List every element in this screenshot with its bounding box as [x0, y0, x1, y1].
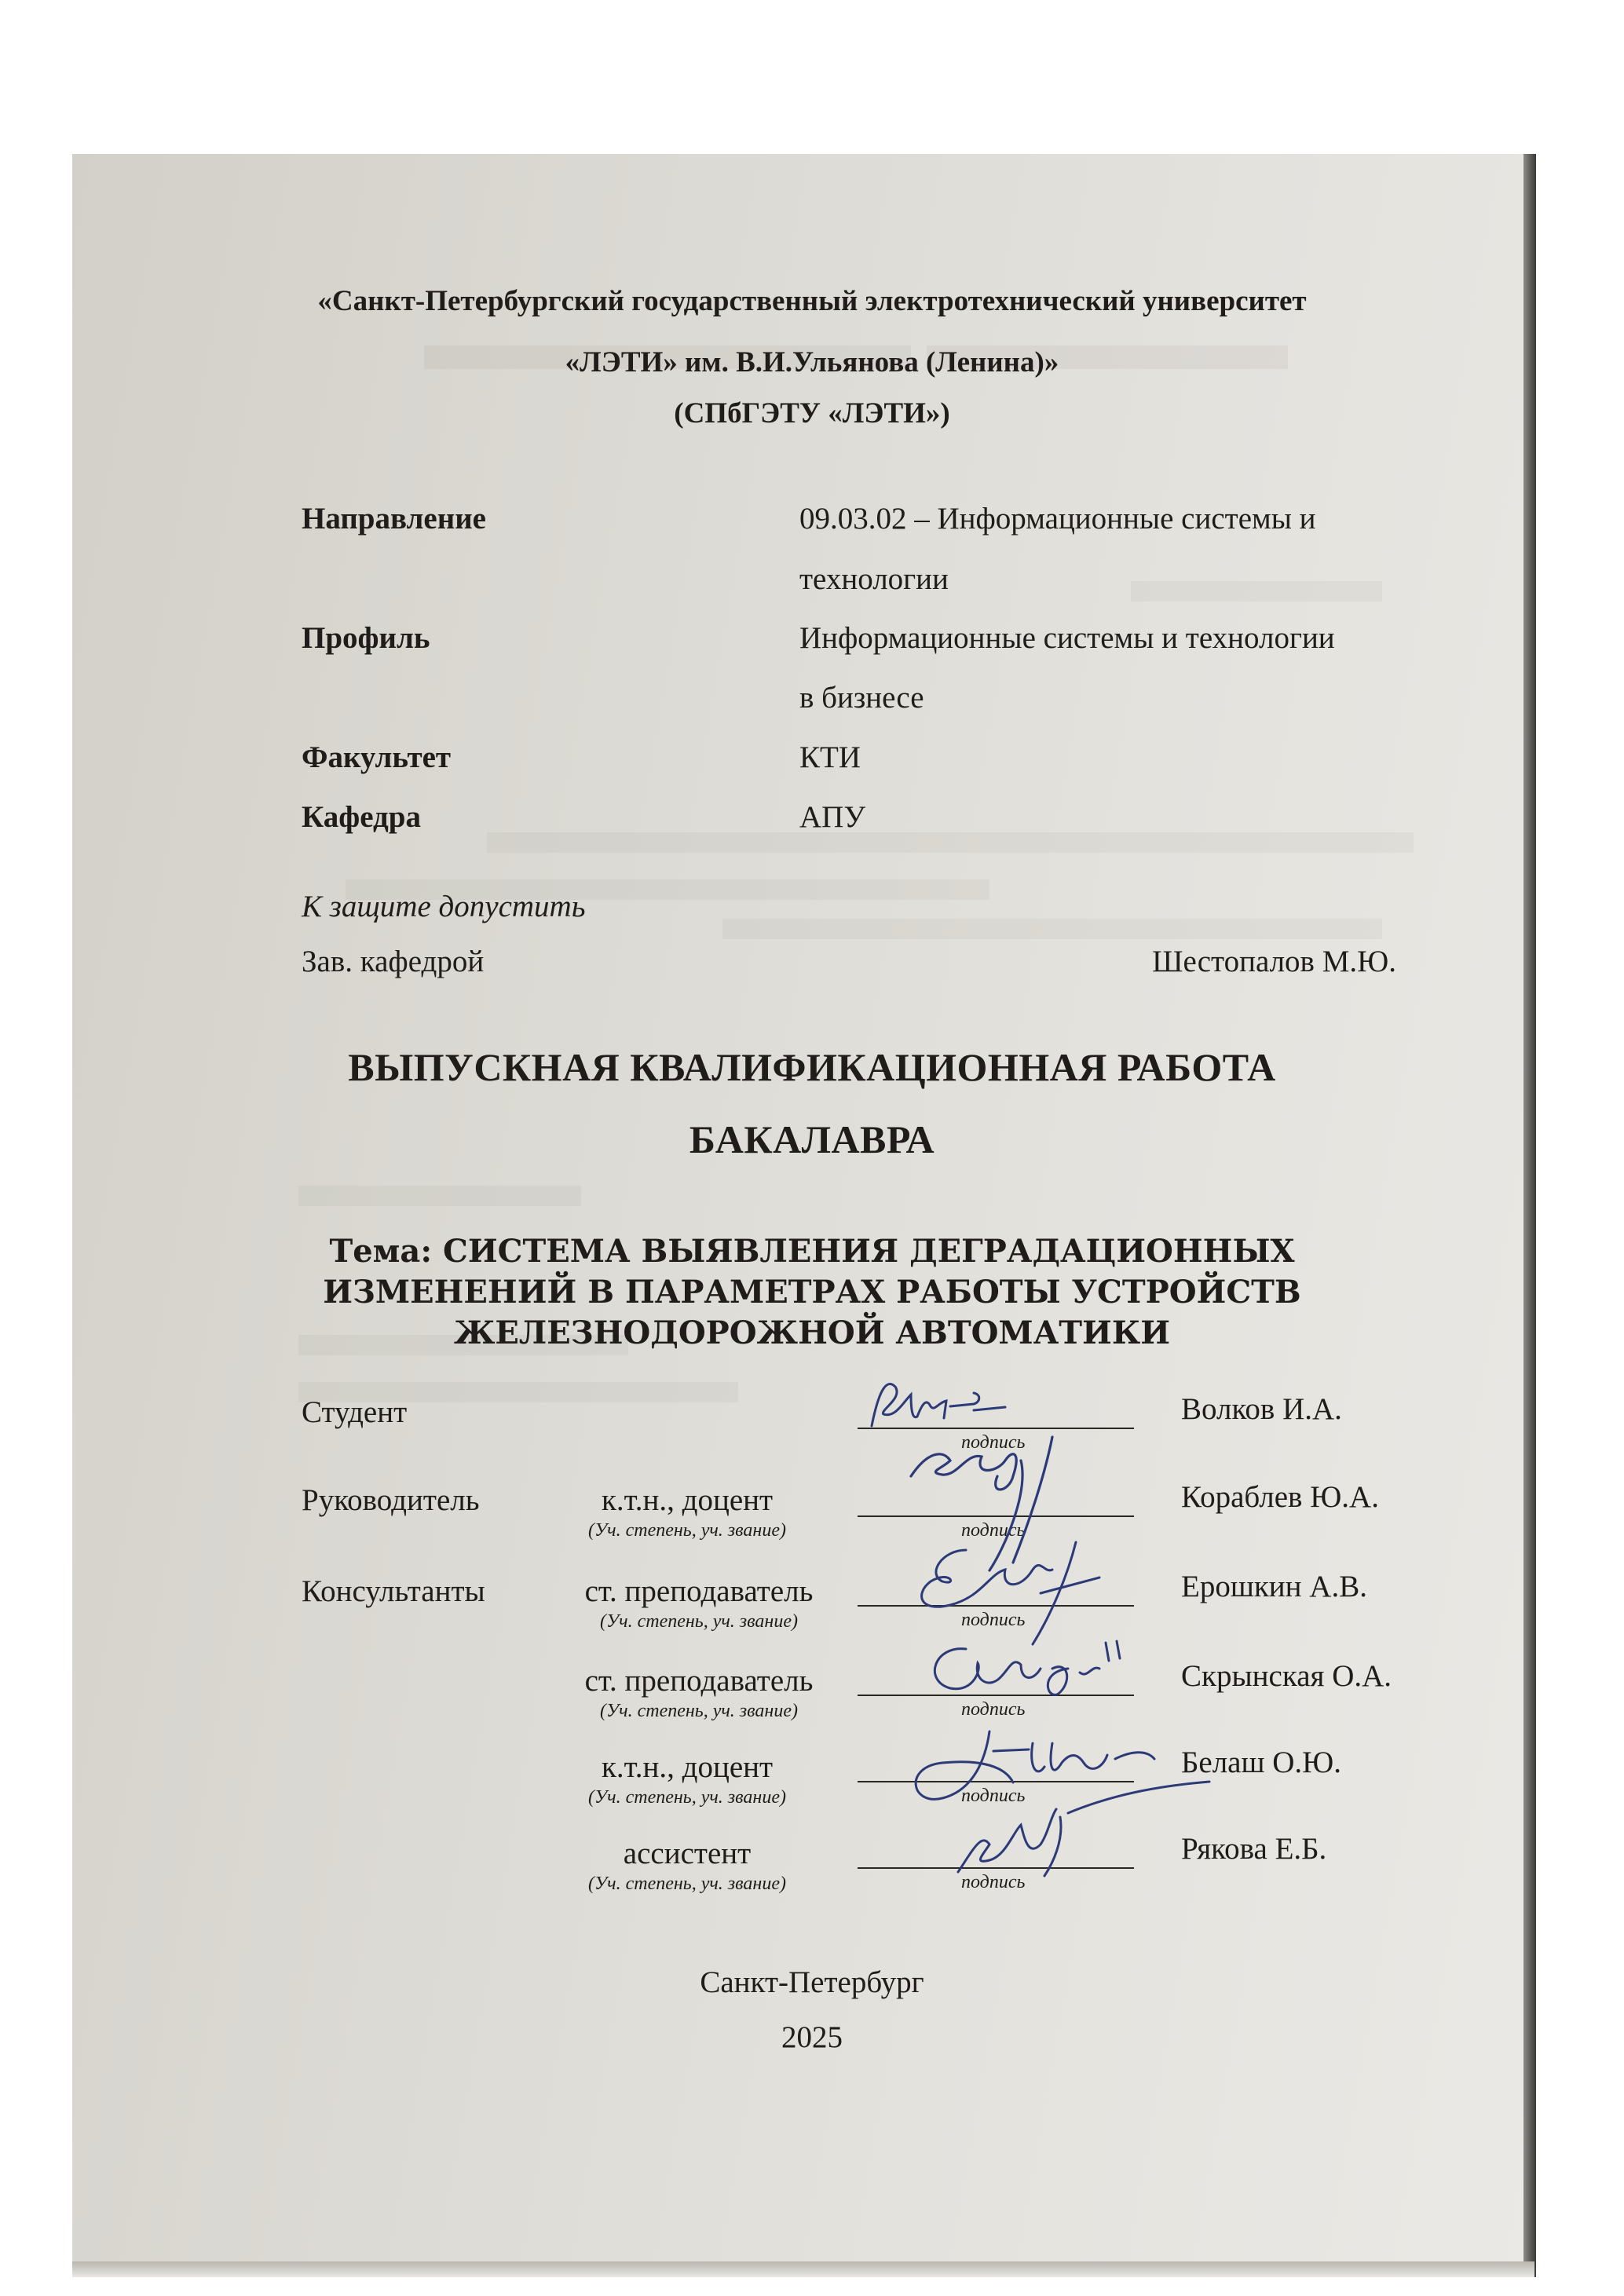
- city: Санкт-Петербург: [700, 1965, 924, 1999]
- theme-line1: Тема: СИСТЕМА ВЫЯВЛЕНИЯ ДЕГРАДАЦИОННЫХ: [329, 1233, 1295, 1270]
- bleed-through-line: [487, 832, 1414, 853]
- signatory-name: Ерошкин А.В.: [1181, 1570, 1367, 1603]
- signature-hint: подпись: [961, 1432, 1026, 1453]
- signature-hint: подпись: [961, 1786, 1026, 1806]
- field-value-direction-line1: 09.03.02 – Информационные системы и: [799, 502, 1316, 536]
- bleed-through-line: [722, 919, 1382, 939]
- signature-hint: подпись: [961, 1520, 1026, 1541]
- year: 2025: [781, 2020, 843, 2054]
- bleed-through-line: [1131, 581, 1382, 601]
- field-label-profile: Профиль: [302, 621, 430, 655]
- field-value-faculty: КТИ: [799, 740, 861, 774]
- field-label-direction: Направление: [302, 502, 486, 536]
- signatory-degree: к.т.н., доцент: [601, 1750, 774, 1784]
- signatory-name: Кораблев Ю.А.: [1181, 1480, 1379, 1514]
- signature-hint: подпись: [961, 1610, 1026, 1630]
- field-value-department: АПУ: [799, 800, 865, 834]
- signatory-degree: ст. преподаватель: [584, 1664, 814, 1698]
- signatory-degree: к.т.н., доцент: [601, 1483, 774, 1517]
- degree-hint: (Уч. степень, уч. звание): [588, 1787, 786, 1808]
- document-title-line2: БАКАЛАВРА: [689, 1117, 935, 1161]
- field-value-profile-line1: Информационные системы и технологии: [799, 621, 1335, 655]
- signatory-name: Волков И.А.: [1181, 1392, 1342, 1426]
- field-value-direction-line2: технологии: [799, 562, 949, 596]
- field-label-faculty: Факультет: [302, 740, 452, 774]
- signature-role-consultants: Консультанты: [302, 1574, 485, 1608]
- handwritten-signature-assistant: [927, 1770, 1225, 1888]
- page-bottom-shadow: [72, 2261, 1534, 2277]
- university-name-line2: «ЛЭТИ» им. В.И.Ульянова (Ленина)»: [565, 346, 1059, 378]
- signature-hint: подпись: [961, 1699, 1026, 1720]
- signature-role-student: Студент: [302, 1395, 408, 1429]
- admission-text: К защите допустить: [302, 890, 586, 923]
- theme-line3: ЖЕЛЕЗНОДОРОЖНОЙ АВТОМАТИКИ: [453, 1314, 1171, 1351]
- paper-sheet: [72, 154, 1534, 2277]
- page-edge-shadow: [1523, 154, 1536, 2277]
- degree-hint: (Уч. степень, уч. звание): [588, 1520, 786, 1541]
- theme-line2: ИЗМЕНЕНИЙ В ПАРАМЕТРАХ РАБОТЫ УСТРОЙСТВ: [323, 1274, 1301, 1311]
- signatory-name: Рякова Е.Б.: [1181, 1832, 1327, 1866]
- signatory-degree: ст. преподаватель: [584, 1574, 814, 1608]
- head-of-department-role: Зав. кафедрой: [302, 945, 485, 978]
- handwritten-signature-consultant-2: [903, 1633, 1139, 1712]
- document-title-line1: ВЫПУСКНАЯ КВАЛИФИКАЦИОННАЯ РАБОТА: [348, 1045, 1276, 1089]
- signature-hint: подпись: [961, 1872, 1026, 1892]
- signature-role-supervisor: Руководитель: [302, 1483, 480, 1517]
- university-name-line1: «Санкт-Петербургский государственный электротехнический университет: [317, 285, 1307, 317]
- degree-hint: (Уч. степень, уч. звание): [600, 1611, 798, 1632]
- head-of-department-name: Шестопалов М.Ю.: [1152, 945, 1396, 978]
- bleed-through-line: [298, 1186, 581, 1206]
- degree-hint: (Уч. степень, уч. звание): [588, 1874, 786, 1894]
- degree-hint: (Уч. степень, уч. звание): [600, 1701, 798, 1721]
- field-value-profile-line2: в бизнесе: [799, 681, 924, 715]
- signatory-name: Белаш О.Ю.: [1181, 1746, 1342, 1779]
- signatory-degree: ассистент: [623, 1837, 752, 1870]
- field-label-department: Кафедра: [302, 800, 421, 834]
- university-abbreviation: (СПбГЭТУ «ЛЭТИ»): [674, 397, 950, 430]
- signatory-name: Скрынская О.А.: [1181, 1659, 1392, 1693]
